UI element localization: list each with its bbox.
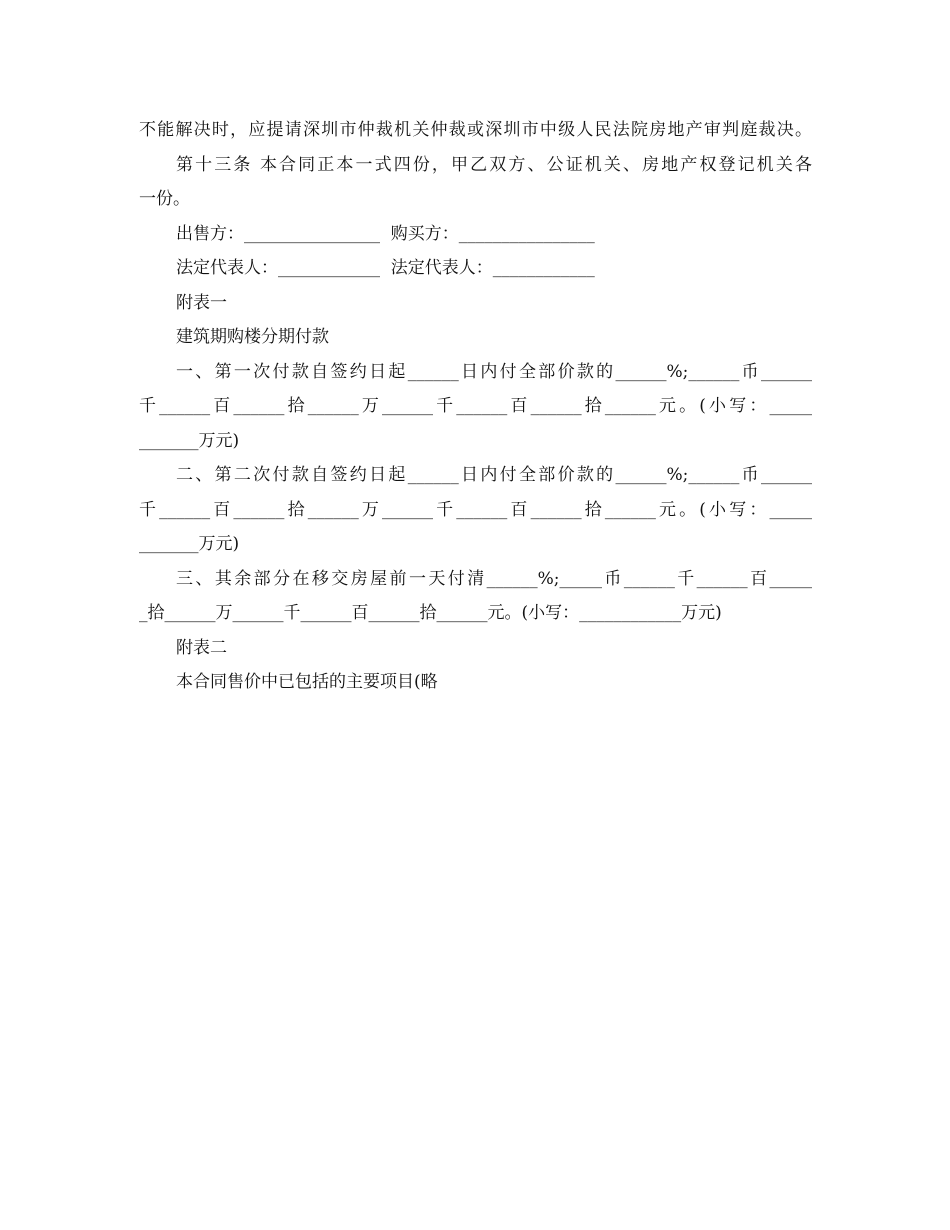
legal-representative-line: 法定代表人：____________ 法定代表人：____________ xyxy=(176,258,595,278)
appendix-two-heading: 附表二 xyxy=(176,637,227,658)
contract-text xyxy=(139,113,812,700)
appendix-two-text: 本合同售价中已包括的主要项目(略 xyxy=(176,672,438,692)
article-thirteen-continued: 一份。 xyxy=(139,189,190,209)
first-payment-lowercase-line: _______万元) xyxy=(139,430,240,451)
second-payment-line: 二、第二次付款自签约日起______日内付全部价款的______%;______币______ xyxy=(176,465,812,485)
appendix-one-heading: 附表一 xyxy=(176,292,227,313)
first-payment-amount-line: 千______百______拾______万______千______百______拾______元。(小写：_____ xyxy=(139,396,812,416)
remaining-payment-line: 三、其余部分在移交房屋前一天付清______%;_____币______千______百_____ xyxy=(176,568,812,589)
second-payment-amount-line: 千______百______拾______万______千______百______拾______元。(小写：_____ xyxy=(139,499,812,520)
paragraph-arbitration-end: 不能解决时，应提请深圳市仲裁机关仲裁或深圳市中级人民法院房地产审判庭裁决。 xyxy=(139,120,812,140)
seller-buyer-signature-line: 出售方：________________ 购买方：________________ xyxy=(176,223,595,244)
second-payment-lowercase-line: _______万元) xyxy=(139,534,240,554)
appendix-one-title: 建筑期购楼分期付款 xyxy=(176,327,329,347)
article-thirteen: 第十三条 本合同正本一式四份，甲乙双方、公证机关、房地产权登记机关各 xyxy=(176,154,812,175)
first-payment-line: 一、第一次付款自签约日起______日内付全部价款的______%;______币______ xyxy=(176,361,812,382)
remaining-payment-amount-line: _拾______万______千______百______拾______元。(小写：____________万元) xyxy=(139,603,722,623)
